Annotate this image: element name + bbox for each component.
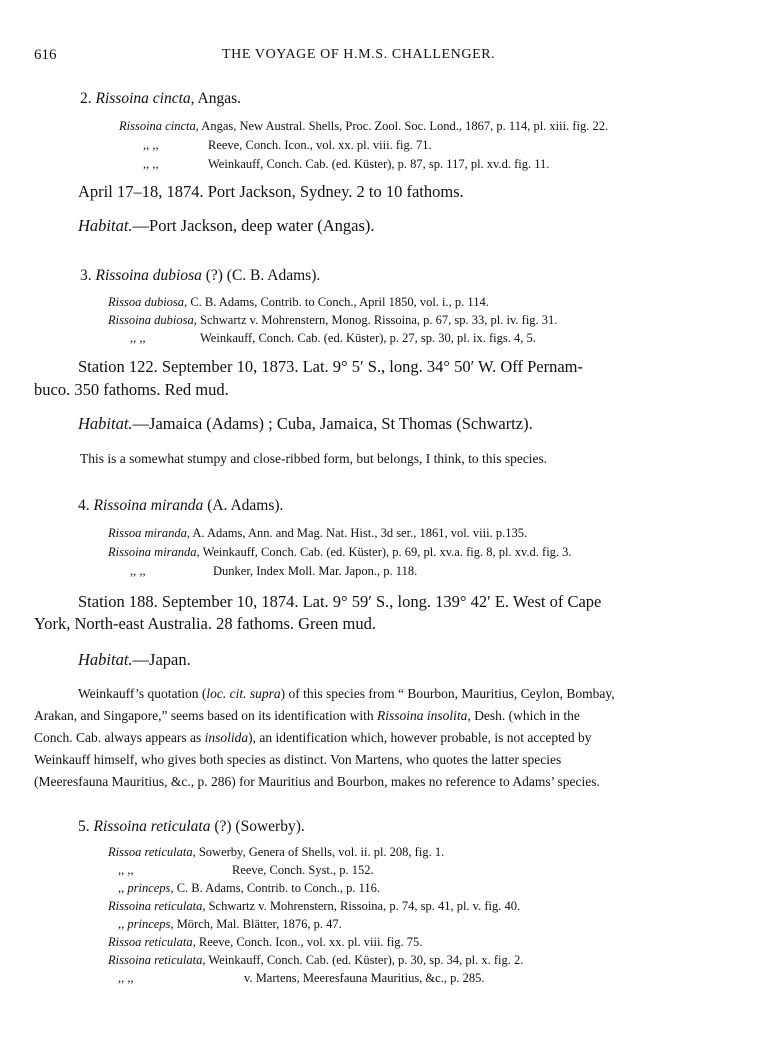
text-run-italic: Rissoina insolita bbox=[377, 708, 468, 723]
text-run: Arakan, and Singapore,” seems based on its identification with bbox=[34, 708, 378, 723]
text-run: Weinkauff’s quotation ( bbox=[78, 686, 207, 701]
synonymy-line bbox=[108, 526, 527, 541]
species-author: (?) (Sowerby). bbox=[210, 818, 305, 835]
species-number: 4. bbox=[78, 497, 90, 514]
remark-line: This is a somewhat stumpy and close-ribbed form, but belongs, I think, to this species. bbox=[80, 451, 548, 466]
reference-citation: , Sowerby, Genera of Shells, vol. ii. pl. 208, fig. 1. bbox=[192, 845, 445, 859]
habitat-text: —Jamaica (Adams) ; Cuba, Jamaica, St Thomas (Schwartz). bbox=[132, 414, 533, 433]
synonymy-citation: Reeve, Conch. Syst., p. 152. bbox=[232, 863, 374, 877]
reference-citation: , C. B. Adams, Contrib. to Conch., April 1850, vol. i., p. 114. bbox=[184, 295, 489, 309]
synonymy-citation: Reeve, Conch. Icon., vol. xx. pl. viii. fig. 71. bbox=[208, 138, 432, 152]
station-line: Station 188. September 10, 1874. Lat. 9° 59′ S., long. 139° 42′ E. West of Cape bbox=[78, 592, 602, 611]
paragraph-line bbox=[78, 686, 615, 702]
synonymy-line bbox=[108, 953, 523, 968]
synonymy-line bbox=[118, 917, 342, 932]
text-run: ), an identification which, however probable, is not accepted by bbox=[248, 730, 592, 745]
ditto-marks: ,, ,, bbox=[130, 331, 146, 345]
taxon-name: Rissoa reticulata bbox=[108, 935, 193, 949]
habitat-label: Habitat. bbox=[78, 650, 133, 669]
species-heading-3 bbox=[80, 267, 320, 285]
species-name: Rissoina cincta bbox=[95, 90, 191, 107]
habitat-text: —Japan. bbox=[132, 650, 191, 669]
synonymy-line bbox=[108, 935, 422, 950]
text-run-italic: insolida bbox=[204, 730, 249, 745]
station-line: buco. 350 fathoms. Red mud. bbox=[34, 380, 229, 399]
reference-citation: , A. Adams, Ann. and Mag. Nat. Hist., 3d ser., 1861, vol. viii. p.135. bbox=[186, 526, 528, 540]
reference-citation: , Weinkauff, Conch. Cab. (ed. Küster), p. 69, pl. xv.a. fig. 8, pl. xv.d. fig. 3. bbox=[196, 545, 572, 559]
synonymy-line bbox=[130, 331, 146, 346]
text-run-italic: loc. cit. supra bbox=[206, 686, 281, 701]
taxon-name: ,, princeps bbox=[118, 881, 171, 895]
synonymy-line bbox=[130, 564, 146, 579]
station-line: York, North-east Australia. 28 fathoms. Green mud. bbox=[34, 614, 377, 633]
species-name: Rissoina miranda bbox=[93, 497, 204, 514]
taxon-name: ,, princeps bbox=[118, 917, 171, 931]
station-line: April 17–18, 1874. Port Jackson, Sydney. 2 to 10 fathoms. bbox=[78, 182, 464, 201]
synonymy-line bbox=[108, 313, 557, 328]
synonymy-line bbox=[108, 545, 572, 560]
ditto-marks: ,, ,, bbox=[130, 564, 146, 578]
synonymy-line bbox=[119, 119, 608, 134]
synonymy-line bbox=[108, 899, 520, 914]
habitat-label: Habitat. bbox=[78, 414, 133, 433]
paragraph-line bbox=[34, 730, 591, 746]
species-number: 5. bbox=[78, 818, 90, 835]
species-author: (?) (C. B. Adams). bbox=[201, 267, 321, 284]
species-number: 3. bbox=[80, 267, 92, 284]
taxon-name: Rissoa dubiosa bbox=[108, 295, 185, 309]
page-number: 616 bbox=[34, 47, 57, 63]
reference-citation: , Weinkauff, Conch. Cab. (ed. Küster), p. 30, sp. 34, pl. x. fig. 2. bbox=[202, 953, 524, 967]
synonymy-line bbox=[118, 863, 134, 878]
synonymy-citation: Weinkauff, Conch. Cab. (ed. Küster), p. 87, sp. 117, pl. xv.d. fig. 11. bbox=[208, 157, 550, 171]
synonymy-line bbox=[108, 845, 444, 860]
reference-citation: , Reeve, Conch. Icon., vol. xx. pl. viii. fig. 75. bbox=[192, 935, 423, 949]
synonymy-citation: Weinkauff, Conch. Cab. (ed. Küster), p. 27, sp. 30, pl. ix. figs. 4, 5. bbox=[200, 331, 536, 345]
station-line: Station 122. September 10, 1873. Lat. 9° 5′ S., long. 34° 50′ W. Off Pernam- bbox=[78, 357, 583, 376]
habitat-line bbox=[78, 650, 191, 670]
habitat-text: —Port Jackson, deep water (Angas). bbox=[132, 216, 375, 235]
text-run: Conch. Cab. always appears as bbox=[34, 730, 205, 745]
species-heading-4 bbox=[78, 497, 283, 515]
reference-citation: , Mörch, Mal. Blätter, 1876, p. 47. bbox=[170, 917, 342, 931]
paragraph-line bbox=[34, 708, 580, 724]
synonymy-line bbox=[118, 881, 380, 896]
synonymy-line bbox=[118, 971, 134, 986]
habitat-line bbox=[78, 216, 374, 236]
species-number: 2. bbox=[80, 90, 92, 107]
species-author: , Angas. bbox=[190, 90, 242, 107]
reference-citation: , Schwartz v. Mohrenstern, Rissoina, p. 74, sp. 41, pl. v. fig. 40. bbox=[202, 899, 521, 913]
habitat-line bbox=[78, 414, 533, 434]
ditto-marks: ,, ,, bbox=[143, 138, 159, 152]
taxon-name: Rissoa miranda bbox=[108, 526, 187, 540]
taxon-name: Rissoina dubiosa bbox=[108, 313, 194, 327]
reference-citation: , C. B. Adams, Contrib. to Conch., p. 116. bbox=[170, 881, 381, 895]
synonymy-line bbox=[108, 295, 489, 310]
ditto-marks: ,, ,, bbox=[118, 863, 134, 877]
paragraph-line: Weinkauff himself, who gives both species as distinct. Von Martens, who quotes the latter species bbox=[34, 752, 562, 767]
taxon-name: Rissoina reticulata bbox=[108, 899, 203, 913]
synonymy-citation: Dunker, Index Moll. Mar. Japon., p. 118. bbox=[213, 564, 418, 578]
species-author: (A. Adams). bbox=[203, 497, 284, 514]
text-run: ) of this species from “ Bourbon, Mauritius, Ceylon, Bombay, bbox=[280, 686, 615, 701]
ditto-marks: ,, ,, bbox=[143, 157, 159, 171]
synonymy-line bbox=[143, 157, 159, 172]
species-heading-5 bbox=[78, 818, 305, 836]
ditto-marks: ,, ,, bbox=[118, 971, 134, 985]
species-heading-2 bbox=[80, 90, 241, 108]
synonymy-line bbox=[143, 138, 159, 153]
synonymy-citation: v. Martens, Meeresfauna Mauritius, &c., p. 285. bbox=[244, 971, 485, 985]
habitat-label: Habitat. bbox=[78, 216, 133, 235]
taxon-name: Rissoina reticulata bbox=[108, 953, 203, 967]
reference-citation: , Schwartz v. Mohrenstern, Monog. Rissoina, p. 67, sp. 33, pl. iv. fig. 31. bbox=[193, 313, 558, 327]
running-title: THE VOYAGE OF H.M.S. CHALLENGER. bbox=[222, 47, 496, 62]
reference-citation: , Angas, New Austral. Shells, Proc. Zool. Soc. Lond., 1867, p. 114, pl. xiii. fig. 22. bbox=[195, 119, 609, 133]
species-name: Rissoina reticulata bbox=[93, 818, 211, 835]
taxon-name: Rissoina miranda bbox=[108, 545, 197, 559]
paragraph-line: (Meeresfauna Mauritius, &c., p. 286) for Mauritius and Bourbon, makes no reference to Adams’ species. bbox=[34, 774, 600, 789]
taxon-name: Rissoina cincta bbox=[119, 119, 196, 133]
species-name: Rissoina dubiosa bbox=[95, 267, 202, 284]
taxon-name: Rissoa reticulata bbox=[108, 845, 193, 859]
text-run: , Desh. (which in the bbox=[467, 708, 580, 723]
